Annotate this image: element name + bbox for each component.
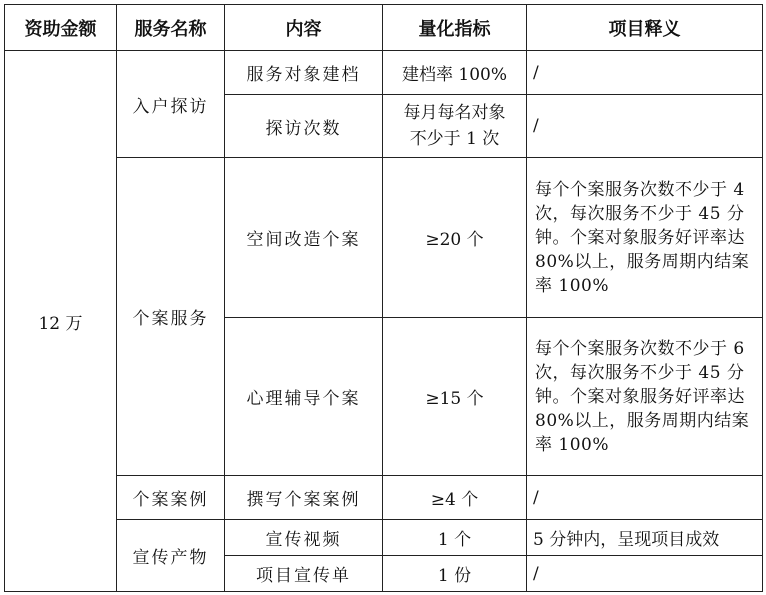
indicator-cell: 1 个 (383, 520, 527, 556)
service-case-example: 个案案例 (117, 476, 225, 520)
service-promo: 宣传产物 (117, 520, 225, 592)
table-row (5, 158, 763, 318)
indicator-cell: ≥4 个 (383, 476, 527, 520)
service-visit: 入户探访 (117, 51, 225, 158)
indicator-cell: 1 份 (383, 556, 527, 592)
indicator-cell: 每月每名对象 不少于 1 次 (383, 95, 527, 158)
header-amount: 资助金额 (5, 5, 117, 51)
explanation-cell: / (527, 51, 763, 95)
header-service: 服务名称 (117, 5, 225, 51)
content-cell: 宣传视频 (225, 520, 383, 556)
content-cell: 服务对象建档 (225, 51, 383, 95)
table-row (5, 476, 763, 520)
amount-cell: 12 万 (5, 51, 117, 592)
content-cell: 项目宣传单 (225, 556, 383, 592)
explanation-cell: 5 分钟内，呈现项目成效 (527, 520, 763, 556)
indicator-cell: 建档率 100% (383, 51, 527, 95)
explanation-cell: / (527, 95, 763, 158)
header-row (5, 5, 763, 51)
content-cell: 撰写个案案例 (225, 476, 383, 520)
explanation-cell: 每个个案服务次数不少于 6 次，每次服务不少于 45 分钟。个案对象服务好评率达 80%以上，服务周期内结案率 100% (527, 318, 763, 476)
indicator-cell: ≥20 个 (383, 158, 527, 318)
header-indicator: 量化指标 (383, 5, 527, 51)
table-row (5, 51, 763, 95)
explanation-cell: 每个个案服务次数不少于 4 次，每次服务不少于 45 分钟。个案对象服务好评率达 80%以上，服务周期内结案率 100% (527, 158, 763, 318)
content-cell: 探访次数 (225, 95, 383, 158)
table-row (5, 520, 763, 556)
header-explanation: 项目释义 (527, 5, 763, 51)
indicator-cell: ≥15 个 (383, 318, 527, 476)
content-cell: 空间改造个案 (225, 158, 383, 318)
content-cell: 心理辅导个案 (225, 318, 383, 476)
funding-table (4, 4, 763, 592)
explanation-cell: / (527, 556, 763, 592)
service-case: 个案服务 (117, 158, 225, 476)
explanation-cell: / (527, 476, 763, 520)
header-content: 内容 (225, 5, 383, 51)
